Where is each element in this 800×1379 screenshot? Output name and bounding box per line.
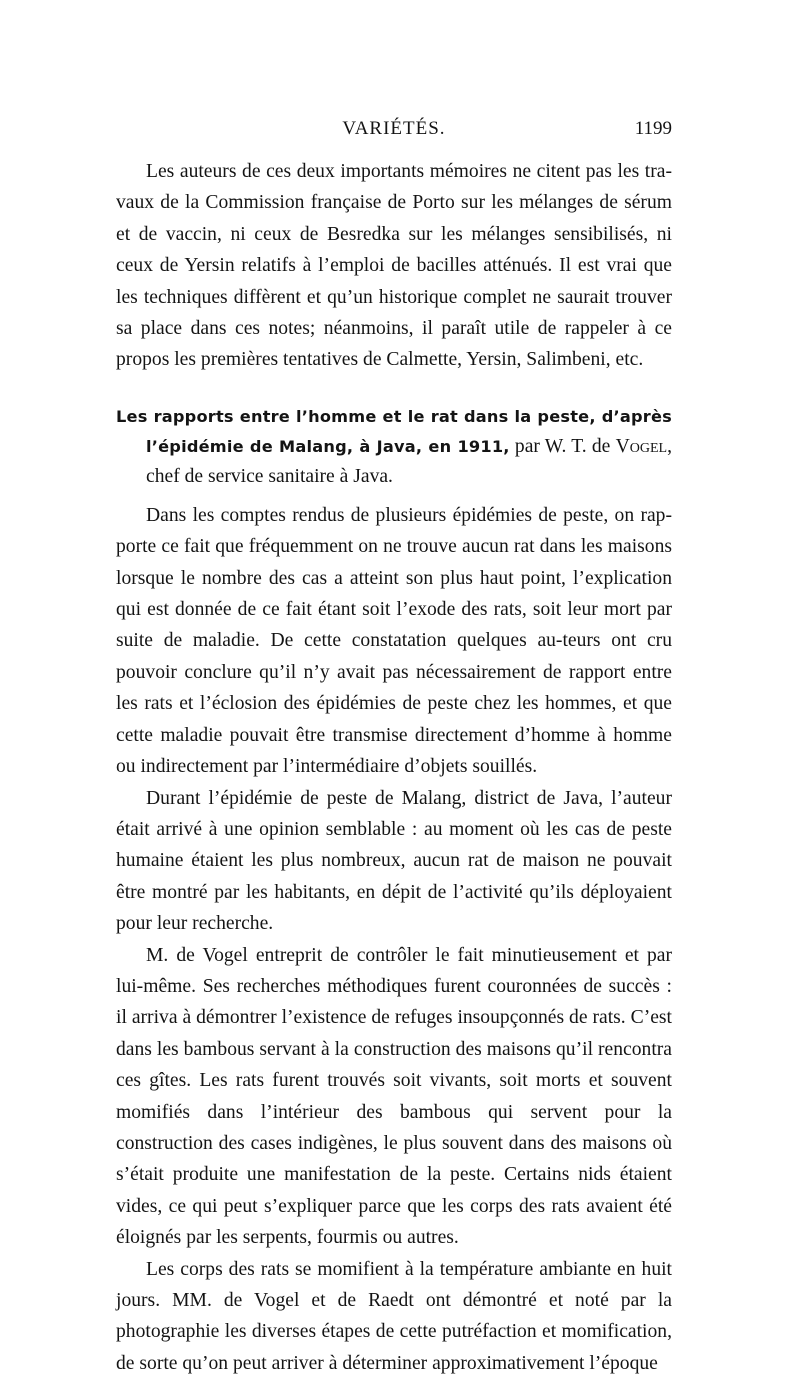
article-title: Les rapports entre l’homme et le rat dans la peste, d’après l’épidémie de Malang, à Java, en 1911, <box>116 406 672 456</box>
article-heading <box>116 402 672 492</box>
body-paragraph-3: M. de Vogel entreprit de contrôler le fait minutieusement et par lui-même. Ses recherches méthodiques furent couronnées de succès : il arriva à démontrer l’existence de refuges insoupçonnés de rats. C’est dans les bambous servant à la construction des maisons qu’il rencontra ces gîtes. Les rats furent trouvés soit vivants, soit morts et souvent momifiés dans l’intérieur des bambous qui servent pour la construction des cases indigènes, le plus souvent dans des maisons où s’était produite une manifestation de la peste. Certains nids étaient vides, ce qui peut s’expliquer parce que les corps des rats avaient été éloignés par les serpents, fourmis ou autres. <box>116 944 672 1249</box>
page-number: 1199 <box>634 118 672 139</box>
body-paragraph-1: Dans les comptes rendus de plusieurs épidémies de peste, on rap-porte ce fait que fréquemment on ne trouve aucun rat dans les maisons lorsque le nombre des cas a atteint son plus haut point, l’explication qui est donnée de ce fait étant soit l’exode des rats, soit leur mort par suite de maladie. De cette constatation quelques au-teurs ont cru pouvoir conclure qu’il n’y avait pas nécessairement de rapport entre les rats et l’éclosion des épidémies de peste chez les hommes, et que cette maladie pouvait être transmise directement d’homme à homme ou indirectement par l’intermédiaire d’objets souillés. <box>116 504 672 778</box>
author-affiliation: chef de service sanitaire à Java. <box>146 465 393 487</box>
document-page <box>116 106 672 1379</box>
byline-prefix: par W. T. de <box>514 435 611 457</box>
running-title: VARIÉTÉS. <box>342 118 446 139</box>
article-body <box>116 500 672 1379</box>
author-name: Vogel <box>615 435 668 457</box>
author-suffix: , <box>667 435 673 457</box>
intro-paragraph: Les auteurs de ces deux importants mémoires ne citent pas les tra-vaux de la Commission française de Porto sur les mélanges de sérum et de vaccin, ni ceux de Besredka sur les mélanges sensibilisés, ni ceux de Yersin relatifs à l’emploi de bacilles atténués. Il est vrai que les techniques diffèrent et qu’un historique complet ne saurait trouver sa place dans ces notes; néanmoins, il paraît utile de rappeler à ce propos les premières tentatives de Calmette, Yersin, Salimbeni, etc. <box>116 161 672 371</box>
body-paragraph-2: Durant l’épidémie de peste de Malang, district de Java, l’auteur était arrivé à une opinion semblable : au moment où les cas de peste humaine étaient les plus nombreux, aucun rat de maison ne pouvait être montré par les habitants, en dépit de l’activité qu’ils déployaient pour leur recherche. <box>116 787 672 935</box>
page-header <box>116 106 672 146</box>
body-paragraph-4: Les corps des rats se momifient à la température ambiante en huit jours. MM. de Vogel et de Raedt ont démontré et noté par la photographie les diverses étapes de cette putréfaction et momification, de sorte qu’on peut arriver à déterminer approximativement l’époque <box>116 1258 672 1374</box>
